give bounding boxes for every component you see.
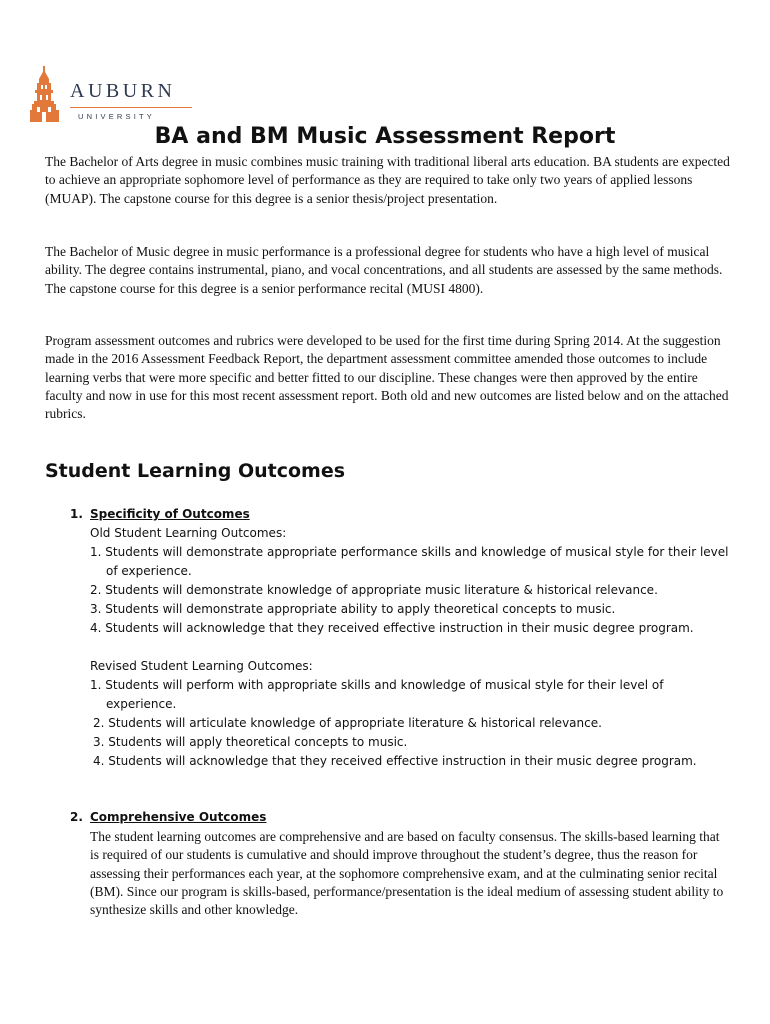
logo-subtitle: UNIVERSITY <box>78 112 156 121</box>
revised-outcomes-list <box>90 657 730 771</box>
list-item: 1. Students will demonstrate appropriate performance skills and knowledge of musical style for their level of experience. <box>90 545 729 578</box>
section-heading-specificity <box>70 505 730 524</box>
comprehensive-outcomes-body: The student learning outcomes are comprehensive and are based on faculty consensus. The skills-based learning that is required of our students is cumulative and should improve throughout the student’s degree, thus the reason for assessing their performances each year, at the sophomore comprehensive exam, and at the culminating senior recital (BM). Since our program is skills-based, performance/presentation is the ideal medium of assessing student ability to synthesize skills and other knowledge. <box>90 829 724 918</box>
list-item: 3. Students will demonstrate appropriate ability to apply theoretical concepts to music. <box>90 602 616 616</box>
intro-paragraph-ba: The Bachelor of Arts degree in music combines music training with traditional liberal arts education. BA students are expected to achieve an appropriate sophomore level of performance as they are required to take only two years of applied lessons (MUAP). The capstone course for this degree is a senior thesis/project presentation. <box>45 154 730 206</box>
list-item: 4. Students will acknowledge that they received effective instruction in their music degree program. <box>90 621 694 635</box>
intro-paragraph-bm: The Bachelor of Music degree in music performance is a professional degree for students who have a high level of musical ability. The degree contains instrumental, piano, and vocal concentrations, and all students are assessed by the same methods. The capstone course for this degree is a senior performance recital (MUSI 4800). <box>45 244 723 296</box>
report-title: BA and BM Music Assessment Report <box>154 124 616 149</box>
list-item: 2. Students will articulate knowledge of appropriate literature & historical relevance. <box>93 716 602 730</box>
section-number: 2. <box>70 810 83 824</box>
old-outcomes-list <box>90 524 730 638</box>
section-title: Specificity of Outcomes <box>90 507 250 521</box>
section-title: Comprehensive Outcomes <box>90 810 267 824</box>
intro-paragraph-assessment: Program assessment outcomes and rubrics were developed to be used for the first time during Spring 2014. At the suggestion made in the 2016 Assessment Feedback Report, the department assessment committee amended those outcomes to include learning verbs that were more specific and better fitted to our discipline. These changes were then approved by the entire faculty and now in use for this most recent assessment report. Both old and new outcomes are listed below and on the attached rubrics. <box>45 333 729 422</box>
auburn-logo <box>30 66 176 122</box>
list-item: 4. Students will acknowledge that they received effective instruction in their music degree program. <box>93 754 697 768</box>
tower-icon <box>30 66 60 122</box>
old-outcomes-label: Old Student Learning Outcomes: <box>90 526 287 540</box>
section-heading-comprehensive <box>70 808 730 827</box>
logo-divider <box>70 107 192 108</box>
list-item: 3. Students will apply theoretical concepts to music. <box>93 735 408 749</box>
slo-heading: Student Learning Outcomes <box>45 460 346 482</box>
revised-outcomes-label: Revised Student Learning Outcomes: <box>90 659 313 673</box>
list-item: 2. Students will demonstrate knowledge of appropriate music literature & historical relevance. <box>90 583 658 597</box>
logo-name: AUBURN <box>70 80 176 102</box>
list-item: 1. Students will perform with appropriate skills and knowledge of musical style for their level of experience. <box>90 678 664 711</box>
section-number: 1. <box>70 507 83 521</box>
